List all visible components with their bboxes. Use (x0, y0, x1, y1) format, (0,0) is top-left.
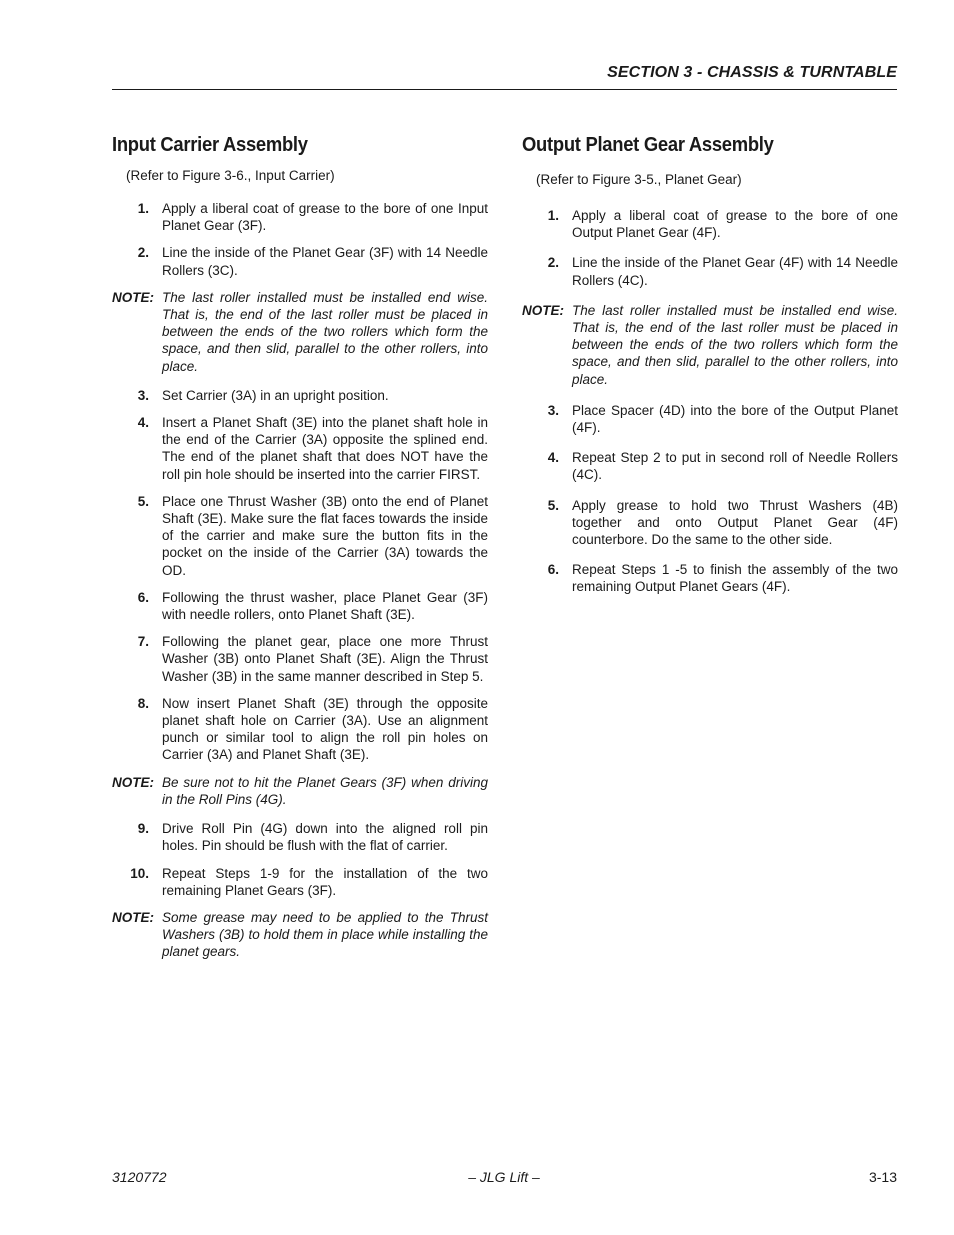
step-item (522, 254, 898, 288)
step-text: Now insert Planet Shaft (3E) through the opposite planet shaft hole on Carrier (3A). Use an alignment punch or similar tool to align the roll pin holes on Carrier (3A) and Planet Shaft (3E). (162, 695, 488, 763)
header-rule (112, 89, 897, 90)
step-item (112, 589, 488, 623)
step-number: 6. (547, 562, 559, 578)
step-number: 4. (137, 415, 149, 431)
right-column (522, 131, 898, 609)
step-item (112, 200, 488, 234)
step-number: 9. (137, 821, 149, 837)
left-column (112, 131, 488, 973)
step-text: Repeat Steps 1 -5 to finish the assembly of the two remaining Output Planet Gears (4F). (572, 562, 898, 595)
note-item (522, 302, 898, 388)
step-number: 10. (130, 865, 149, 881)
note-label: NOTE: (112, 289, 154, 305)
step-item (522, 497, 898, 549)
step-text: Set Carrier (3A) in an upright position. (162, 387, 389, 403)
document-number: 3120772 (112, 1169, 167, 1185)
note-label: NOTE: (112, 909, 154, 925)
step-item (112, 695, 488, 764)
step-number: 5. (547, 497, 559, 513)
step-number: 3. (547, 402, 559, 418)
step-number: 5. (137, 493, 149, 509)
step-text: Insert a Planet Shaft (3E) into the planet shaft hole in the end of the Carrier (3A) opposite the splined end. The end of the planet shaft that does NOT have the roll pin hole should be inserted into the carrier FIRST. (162, 415, 488, 482)
step-number: 1. (547, 208, 559, 223)
step-item (112, 493, 488, 579)
step-text: Apply a liberal coat of grease to the bore of one Output Planet Gear (4F). (572, 208, 898, 241)
step-number: 8. (137, 695, 149, 711)
section-title: SECTION 3 - CHASSIS & TURNTABLE (607, 64, 897, 81)
step-text: Apply a liberal coat of grease to the bore of one Input Planet Gear (3F). (162, 201, 488, 234)
step-text: Apply grease to hold two Thrust Washers (4B) together and onto Output Planet Gear (4F) counterbore. Do the same to the other side. (572, 497, 898, 548)
step-item (522, 449, 898, 483)
step-text: Repeat Steps 1-9 for the installation of the two remaining Planet Gears (3F). (162, 865, 488, 898)
input-carrier-heading: Input Carrier Assembly (112, 134, 308, 156)
input-carrier-steps (112, 200, 488, 961)
note-label: NOTE: (112, 774, 154, 790)
output-planet-steps (522, 207, 898, 596)
step-number: 4. (547, 450, 559, 466)
step-item (522, 402, 898, 436)
step-text: Following the thrust washer, place Planet Gear (3F) with needle rollers, onto Planet Shaft (3E). (162, 589, 488, 623)
step-text: Repeat Step 2 to put in second roll of Needle Rollers (4C). (572, 450, 898, 483)
step-item (112, 244, 488, 278)
step-number: 2. (137, 245, 149, 261)
step-item (522, 561, 898, 595)
step-item (112, 820, 488, 854)
footer-brand: – JLG Lift – (468, 1169, 540, 1185)
note-label: NOTE: (522, 302, 564, 318)
step-number: 2. (547, 255, 559, 271)
step-item (112, 633, 488, 685)
note-item (112, 774, 488, 808)
step-text: Following the planet gear, place one more Thrust Washer (3B) onto Planet Shaft (3E). Align the Thrust Washer (3B) in the same manner described in Step 5. (162, 634, 488, 684)
step-number: 3. (137, 387, 149, 403)
step-item (112, 865, 488, 899)
input-carrier-reference: (Refer to Figure 3-6., Input Carrier) (126, 168, 335, 183)
step-text: Place one Thrust Washer (3B) onto the end of Planet Shaft (3E). Make sure the flat faces towards the inside of the carrier and make sure the button fits in the pocket on the inside of the Carrier (3A) towards the OD. (162, 493, 488, 578)
note-item (112, 909, 488, 961)
output-planet-heading: Output Planet Gear Assembly (522, 134, 774, 156)
step-text: Line the inside of the Planet Gear (3F) with 14 Needle Rollers (3C). (162, 245, 488, 278)
step-number: 1. (137, 201, 149, 216)
step-item (522, 207, 898, 241)
note-text: Some grease may need to be applied to the Thrust Washers (3B) to hold them in place while installing the planet gears. (162, 909, 488, 960)
note-text: The last roller installed must be installed end wise. That is, the end of the last roller must be placed in between the ends of the two rollers which form the space, and then slid, parallel to the other rollers, into place. (572, 302, 898, 387)
step-number: 7. (137, 634, 149, 650)
step-number: 6. (137, 589, 149, 605)
note-text: The last roller installed must be installed end wise. That is, the end of the last roller must be placed in between the ends of the two rollers which form the space, and then slid, parallel to the other rollers, into place. (162, 289, 488, 374)
step-item (112, 414, 488, 483)
output-planet-reference: (Refer to Figure 3-5., Planet Gear) (536, 172, 742, 187)
note-item (112, 289, 488, 375)
page-number: 3-13 (868, 1169, 897, 1185)
step-text: Line the inside of the Planet Gear (4F) with 14 Needle Rollers (4C). (572, 255, 898, 288)
note-text: Be sure not to hit the Planet Gears (3F) when driving in the Roll Pins (4G). (162, 774, 488, 807)
step-text: Place Spacer (4D) into the bore of the Output Planet (4F). (572, 402, 898, 436)
step-text: Drive Roll Pin (4G) down into the aligned roll pin holes. Pin should be flush with the flat of carrier. (162, 821, 488, 854)
step-item (112, 387, 488, 404)
